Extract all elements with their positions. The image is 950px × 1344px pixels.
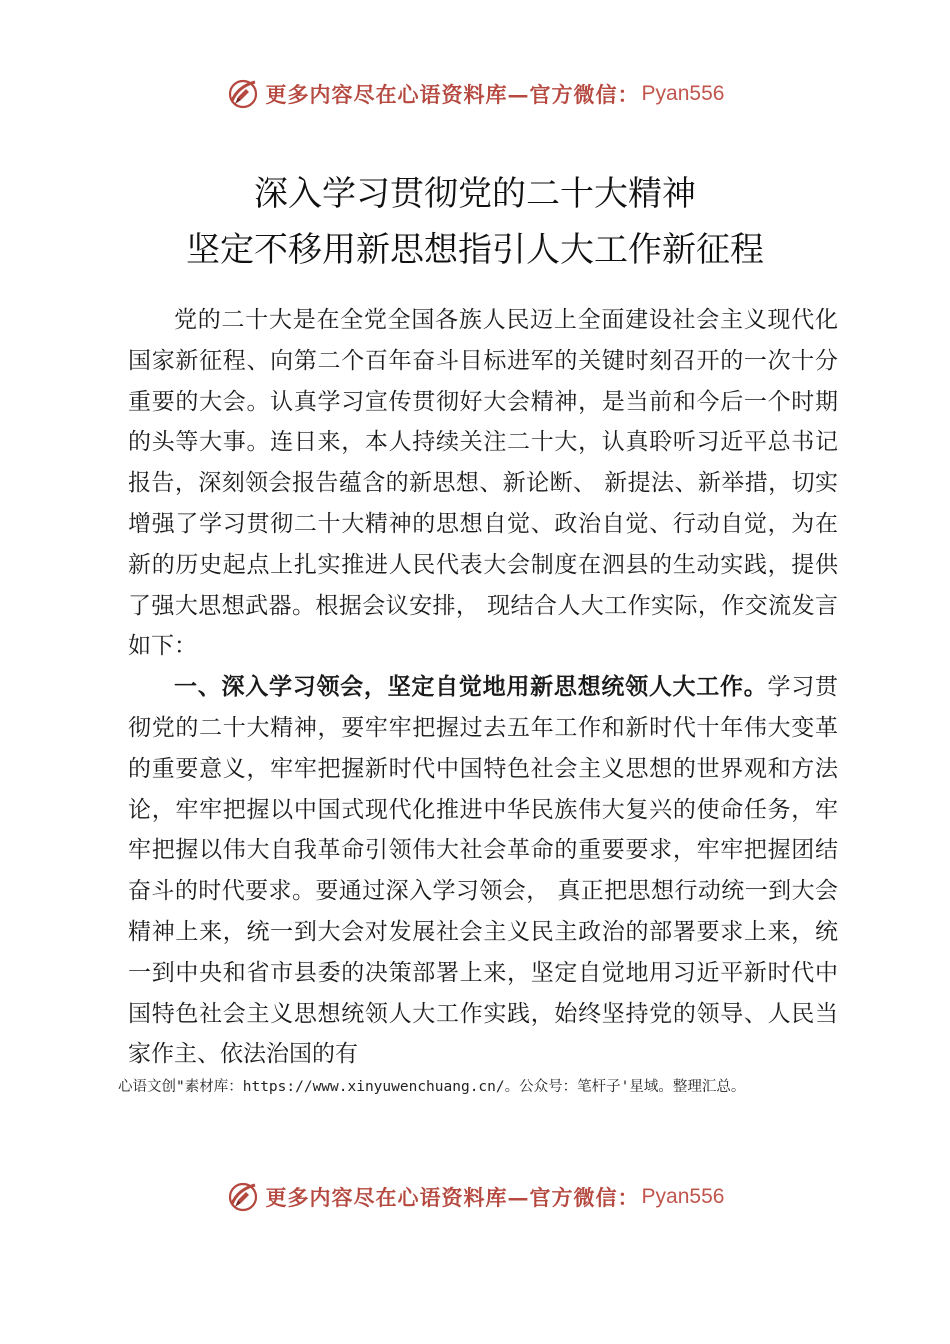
paragraph-section-1 [128,667,838,1075]
pen-circle-logo-icon [226,77,260,111]
banner-text: 更多内容尽在心语资料库—官方微信： [265,1185,640,1210]
banner-wechat-id: Pyan556 [641,82,725,105]
document-body [128,300,838,1075]
section-1-text: 学习贯彻党的二十大精神，要牢牢把握过去五年工作和新时代十年伟大变革的重要意义，牢牢把握新时代中国特色社会主义思想的世界观和方法论，牢牢把握以中国式现代化推进中华民族伟大复兴的使命任务，牢牢把握以伟大自我革命引领伟大社会革命的重要要求，牢牢把握团结奋斗的时代要求。要通过深入学习领会， 真正把思想行动统一到大会精神上来，统一到大会对发展社会主义民主政治的部署要求上来，统一到中央和省市县委的决策部署上来，坚定自觉地用习近平新时代中国特色社会主义思想统领人大工作实践，始终坚持党的领导、人民当家作主、依法治国的有 [128,674,839,1068]
banner-wechat-id: Pyan556 [641,1185,725,1208]
section-1-heading: 一、深入学习领会，坚定自觉地用新思想统领人大工作。 [174,674,768,701]
source-note: 心语文创"素材库：https://www.xinyuwenchuang.cn/。公众号：笔杆子'星域。整理汇总。 [118,1079,746,1095]
banner-text: 更多内容尽在心语资料库—官方微信： [265,82,640,107]
page-title-line-1: 深入学习贯彻党的二十大精神 [254,174,696,214]
bottom-banner [0,1175,950,1219]
page-title-line-2: 坚定不移用新思想指引人大工作新征程 [186,230,764,270]
paragraph-intro: 党的二十大是在全党全国各族人民迈上全面建设社会主义现代化国家新征程、向第二个百年奋斗目标进军的关键时刻召开的一次十分重要的大会。认真学习宣传贯彻好大会精神，是当前和今后一个时期的头等大事。连日来，本人持续关注二十大，认真聆听习近平总书记报告，深刻领会报告蕴含的新思想、新论断、 新提法、新举措，切实增强了学习贯彻二十大精神的思想自觉、政治自觉、行动自觉，为在新的历史起点上扎实推进人民代表大会制度在泗县的生动实践，提供了强大思想武器。根据会议安排， 现结合人大工作实际，作交流发言如下： [128,307,838,660]
top-banner [0,72,950,116]
pen-circle-logo-icon [226,1180,260,1214]
